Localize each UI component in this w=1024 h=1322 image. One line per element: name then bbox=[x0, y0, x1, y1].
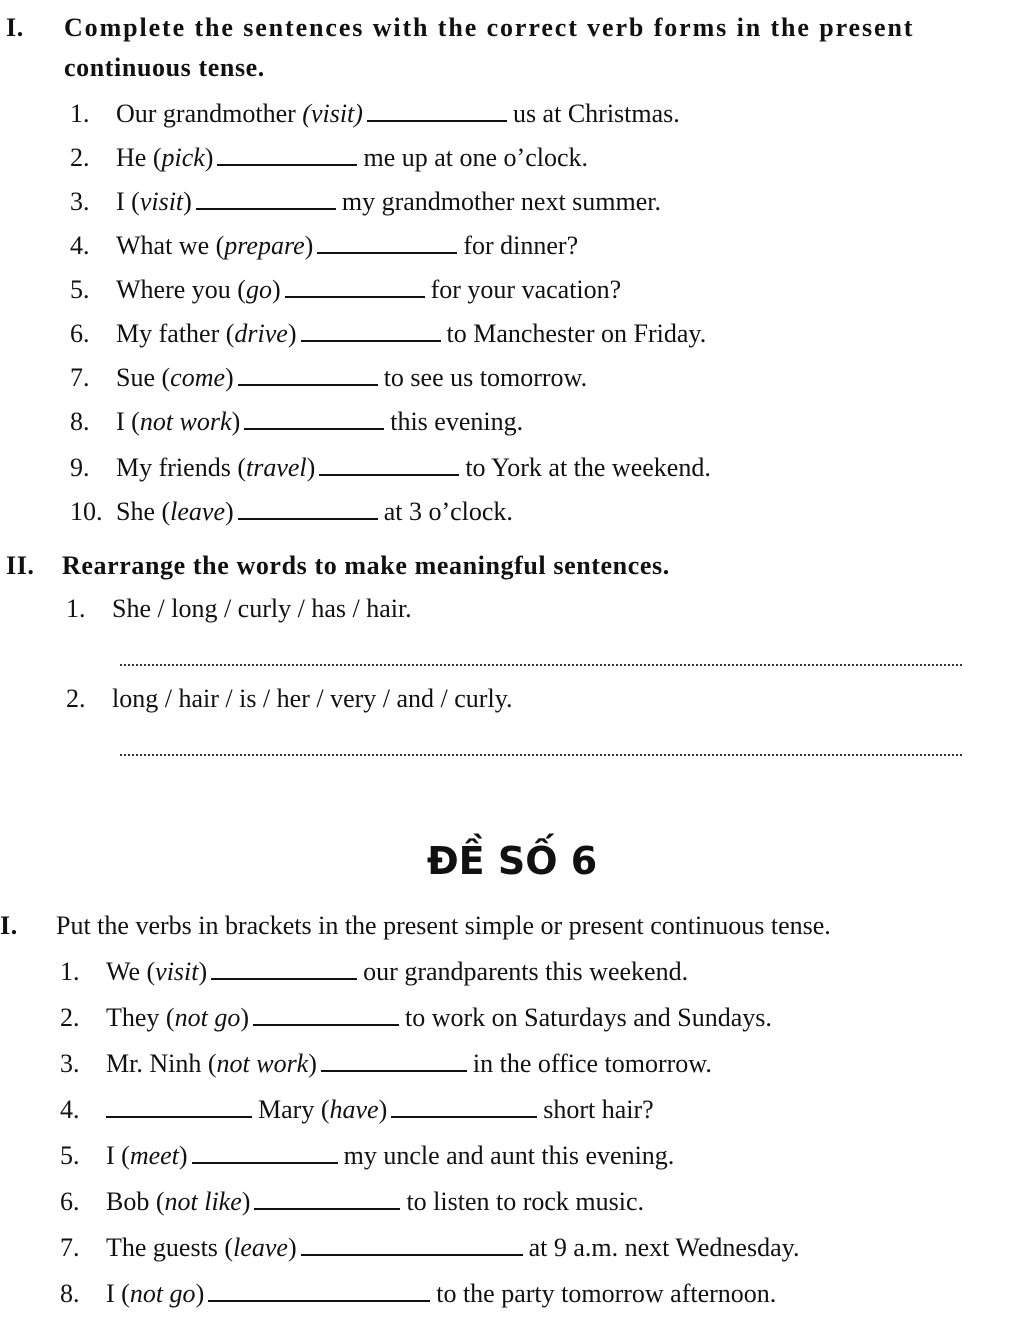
exercise-item: 1. Our grandmother (visit) us at Christmas. bbox=[70, 99, 680, 128]
exercise-item: 2. He (pick) me up at one o’clock. bbox=[70, 143, 588, 172]
answer-blank[interactable] bbox=[321, 1048, 467, 1072]
exercise-item: 10. She (leave) at 3 o’clock. bbox=[70, 497, 513, 526]
section-3-instruction: Put the verbs in brackets in the present simple or present continuous tense. bbox=[56, 911, 831, 940]
answer-blank[interactable] bbox=[208, 1278, 430, 1302]
section-2-number: II. bbox=[6, 551, 35, 580]
answer-dotted-line[interactable] bbox=[120, 754, 962, 756]
answer-blank[interactable] bbox=[253, 1002, 399, 1026]
section-2-heading bbox=[6, 546, 1016, 586]
answer-blank[interactable] bbox=[301, 318, 441, 342]
answer-blank[interactable] bbox=[192, 1140, 338, 1164]
answer-dotted-line[interactable] bbox=[120, 664, 962, 666]
section-1-instruction-line2: continuous tense. bbox=[64, 53, 265, 82]
exercise-item: 6. My father (drive) to Manchester on Friday. bbox=[70, 319, 707, 348]
answer-blank[interactable] bbox=[391, 1094, 537, 1118]
exercise-item: 5. Where you (go) for your vacation? bbox=[70, 275, 622, 304]
exam-title: ĐỀ SỐ 6 bbox=[426, 839, 598, 883]
answer-blank[interactable] bbox=[217, 142, 357, 166]
section-3-number: I. bbox=[0, 911, 18, 940]
answer-blank[interactable] bbox=[196, 186, 336, 210]
rearrange-item: 1. She / long / curly / has / hair. bbox=[66, 594, 412, 623]
exercise-item: 6. Bob (not like) to listen to rock music. bbox=[60, 1187, 645, 1216]
exercise-item: 7. Sue (come) to see us tomorrow. bbox=[70, 363, 588, 392]
answer-blank[interactable] bbox=[317, 230, 457, 254]
section-1-number: I. bbox=[6, 13, 24, 42]
section-3-heading bbox=[0, 906, 1010, 946]
exercise-item: 8. I (not work) this evening. bbox=[70, 407, 524, 436]
answer-blank[interactable] bbox=[244, 406, 384, 430]
answer-blank[interactable] bbox=[106, 1094, 252, 1118]
exercise-item: 8. I (not go) to the party tomorrow afternoon. bbox=[60, 1279, 777, 1308]
answer-blank[interactable] bbox=[238, 496, 378, 520]
answer-blank[interactable] bbox=[319, 452, 459, 476]
answer-blank[interactable] bbox=[238, 362, 378, 386]
answer-blank[interactable] bbox=[254, 1186, 400, 1210]
answer-blank[interactable] bbox=[285, 274, 425, 298]
exercise-item: 2. They (not go) to work on Saturdays and Sundays. bbox=[60, 1003, 772, 1032]
section-1-instruction-line1: Complete the sentences with the correct verb forms in the present bbox=[64, 13, 915, 42]
exercise-item: 3. I (visit) my grandmother next summer. bbox=[70, 187, 662, 216]
answer-blank[interactable] bbox=[301, 1232, 523, 1256]
answer-blank[interactable] bbox=[367, 98, 507, 122]
exercise-item: 9. My friends (travel) to York at the weekend. bbox=[70, 453, 711, 482]
section-2-instruction: Rearrange the words to make meaningful sentences. bbox=[62, 551, 670, 580]
exercise-item: 5. I (meet) my uncle and aunt this evening. bbox=[60, 1141, 675, 1170]
exercise-item: 7. The guests (leave) at 9 a.m. next Wednesday. bbox=[60, 1233, 800, 1262]
exercise-item: 4. Mary (have) short hair? bbox=[60, 1095, 654, 1124]
exercise-item: 3. Mr. Ninh (not work) in the office tomorrow. bbox=[60, 1049, 712, 1078]
exercise-item: 4. What we (prepare) for dinner? bbox=[70, 231, 579, 260]
rearrange-item: 2. long / hair / is / her / very / and / curly. bbox=[66, 684, 513, 713]
answer-blank[interactable] bbox=[211, 956, 357, 980]
section-1-heading bbox=[6, 8, 1016, 92]
exercise-item: 1. We (visit) our grandparents this weekend. bbox=[60, 957, 689, 986]
